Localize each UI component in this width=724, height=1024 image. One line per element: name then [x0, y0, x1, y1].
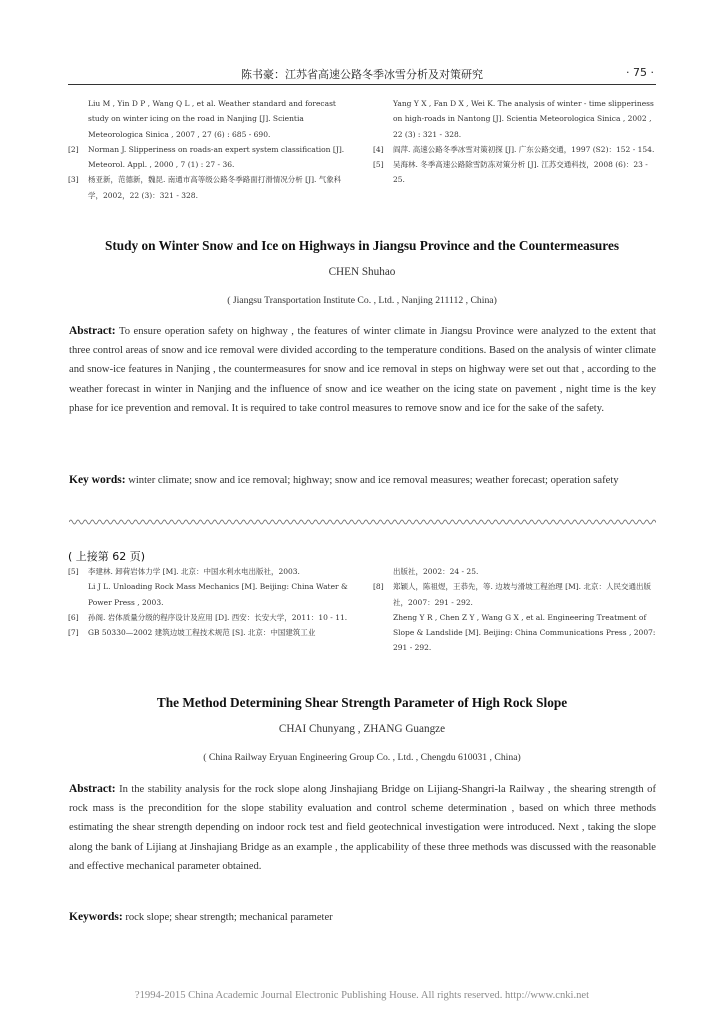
paper1-authors: CHEN Shuhao — [328, 266, 396, 278]
reference-number: [6] — [68, 612, 79, 622]
mid-references-left — [68, 564, 352, 640]
reference-number — [373, 564, 393, 579]
reference-item — [373, 157, 657, 188]
keywords-label: Key words: — [69, 474, 126, 486]
keywords-text: rock slope; shear strength; mechanical parameter — [125, 912, 333, 923]
reference-item — [373, 142, 657, 157]
mid-references-right — [373, 564, 657, 656]
reference-item — [68, 579, 352, 610]
running-header-title: 陈书豪：江苏省高速公路冬季冰雪分析及对策研究 — [241, 68, 483, 81]
reference-item — [373, 96, 657, 142]
reference-item — [68, 96, 352, 142]
paper2-abstract — [69, 780, 656, 876]
abstract-text: To ensure operation safety on highway , the features of winter climate in Jiangsu Province were analyzed to the extent that three control areas of snow and ice removal were divided according to the temperature conditions. Based on the analysis of winter climate and snow-ice features in Nanjing , the countermeasures for snow and ice removal in steps on highway were set out that , according to the weather forecast in winter in Nanjing and the influence of snow and ice weather on the icing state on pavement , night time is the key phase for ice prevention and removal. It is required to take control measures to remove snow and ice for the sake of the safety. — [69, 326, 656, 414]
reference-text: Yang Y X , Fan D X , Wei K. The analysis of winter - time slipperiness on high-roads in Nantong [J]. Scientia Meteorologica Sinica , 2002 , 22 (3) : 321 - 328. — [393, 99, 654, 139]
reference-text: 孙阁. 岩体质量分级的程序设计及应用 [D]. 西安：长安大学，2011：10 - 11. — [88, 612, 348, 622]
reference-number: [4] — [373, 144, 384, 154]
reference-number: [7] — [68, 628, 79, 638]
page-number: · 75 · — [626, 66, 654, 79]
paper2-affiliation: ( China Railway Eryuan Engineering Group Co. , Ltd. , Chengdu 610031 , China) — [203, 752, 521, 763]
reference-text: 杨亚新，范德新，魏昆. 南通市高等级公路冬季路面打滑情况分析 [J]. 气象科学，2002，22 (3)：321 - 328. — [88, 175, 342, 200]
paper1-keywords — [69, 471, 656, 490]
paper1-abstract — [69, 322, 656, 418]
reference-item — [68, 610, 352, 625]
reference-text: Li J L. Unloading Rock Mass Mechanics [M]. Beijing: China Water & Power Press , 2003. — [88, 582, 348, 607]
reference-number: [2] — [68, 144, 79, 154]
paper2-title: The Method Determining Shear Strength Parameter of High Rock Slope — [156, 695, 568, 710]
reference-number — [373, 610, 393, 656]
reference-item — [373, 564, 657, 579]
reference-item — [68, 625, 352, 640]
copyright-footer: ?1994-2015 China Academic Journal Electronic Publishing House. All rights reserved. http://www.cnki.net — [134, 990, 590, 1001]
paper2-keywords — [69, 908, 656, 927]
paper1-title: Study on Winter Snow and Ice on Highways in Jiangsu Province and the Countermeasures — [104, 238, 620, 253]
reference-item — [68, 564, 352, 579]
abstract-label: Abstract: — [69, 325, 116, 337]
paper2-authors: CHAI Chunyang , ZHANG Guangze — [278, 723, 446, 735]
reference-item — [68, 142, 352, 173]
reference-number — [373, 96, 393, 142]
abstract-text: In the stability analysis for the rock slope along Jinshajiang Bridge on Lijiang-Shangri-la Railway , the shearing strength of rock mass is the precondition for the slope stability evaluation and control scheme determination , based on which three methods estimating the shear strength depending on indoor rock test and field geotechnical investigation were introduced. Next , taking the slope along the bank of Lijiang at Jinshajiang Bridge as an example , the applicability of these three methods was discussed with the reasonable and effective mechanical parameter obtained. — [69, 784, 656, 872]
reference-text: Norman J. Slipperiness on roads-an expert system classification [J]. Meteorol. Appl. , 2000 , 7 (1) : 27 - 36. — [88, 144, 345, 170]
paper1-affiliation: ( Jiangsu Transportation Institute Co. , Ltd. , Nanjing 211112 , China) — [227, 295, 497, 306]
reference-number — [68, 579, 88, 610]
reference-text: 阎萍. 高速公路冬季冰雪对策初探 [J]. 广东公路交通，1997 (S2)：152 - 154. — [393, 144, 655, 154]
reference-text: 出版社，2002：24 - 25. — [393, 567, 479, 576]
continued-from-label: ( 上接第 62 页) — [68, 550, 146, 563]
reference-number: [5] — [373, 160, 384, 170]
abstract-label: Abstract: — [69, 783, 116, 795]
top-references-right — [373, 96, 657, 188]
reference-number: [5] — [68, 567, 79, 576]
reference-text: 郑颖人，陈祖煜，王恭先，等. 边坡与滑坡工程治理 [M]. 北京：人民交通出版社，2007：291 - 292. — [393, 582, 651, 607]
reference-number — [68, 96, 88, 142]
reference-text: 李建林. 卸荷岩体力学 [M]. 北京：中国水利水电出版社，2003. — [88, 567, 300, 576]
reference-item — [373, 579, 657, 610]
keywords-label: Keywords: — [69, 911, 123, 923]
reference-text: Zheng Y R , Chen Z Y , Wang G X , et al. Engineering Treatment of Slope & Landslide [M]. Beijing: China Communications Press , 2007: 291 - 292. — [393, 612, 656, 653]
reference-text: GB 50330—2002 建筑边坡工程技术规范 [S]. 北京：中国建筑工业 — [88, 628, 316, 638]
header-rule — [68, 84, 656, 85]
reference-text: Liu M , Yin D P , Wang Q L , et al. Weather standard and forecast study on winter icing on the road in Nanjing [J]. Scientia Meteorologica Sinica , 2007 , 27 (6) : 685 - 690. — [88, 99, 336, 139]
wavy-separator — [69, 517, 656, 527]
keywords-text: winter climate; snow and ice removal; highway; snow and ice removal measures; weather forecast; operation safety — [128, 475, 619, 486]
reference-text: 吴海林. 冬季高速公路除雪防冻对策分析 [J]. 江苏交通科技，2008 (6)：23 - 25. — [393, 160, 648, 185]
reference-item — [68, 172, 352, 203]
reference-number: [3] — [68, 175, 79, 185]
reference-number: [8] — [373, 582, 384, 592]
reference-item — [373, 610, 657, 656]
top-references-left — [68, 96, 352, 203]
